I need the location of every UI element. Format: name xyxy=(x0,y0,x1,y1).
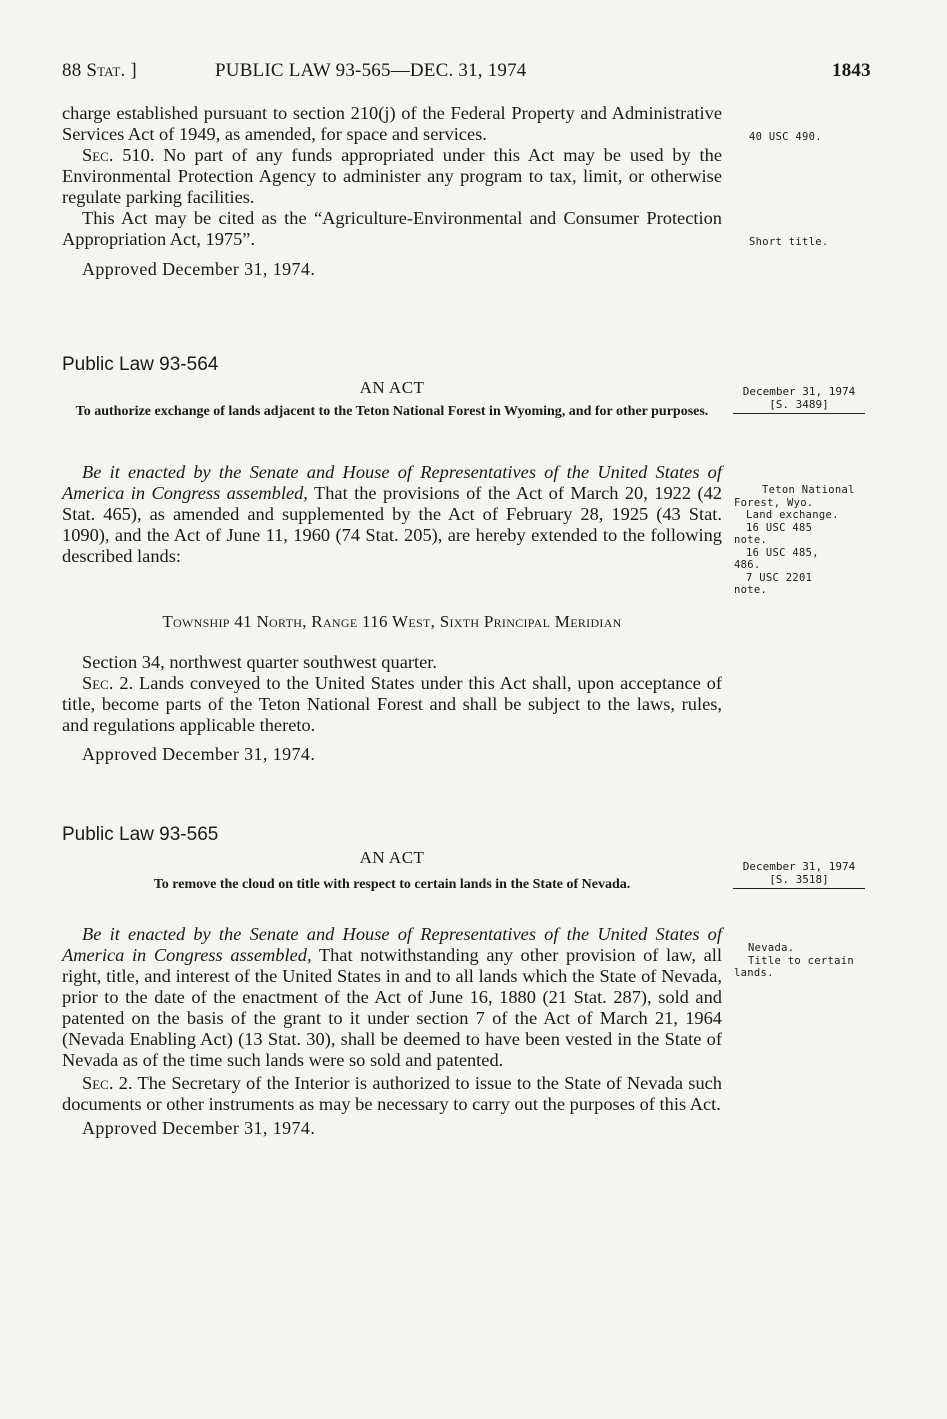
margin-line: Nevada. xyxy=(748,942,795,954)
margin-teton-notes xyxy=(734,484,864,597)
short-title-paragraph: This Act may be cited as the “Agriculture-Environmental and Consumer Protection Appropriation Act, 1975”. xyxy=(62,208,722,249)
section-text: The Secretary of the Interior is authorized to issue to the State of Nevada such documents or other instruments as may be necessary to carry out the purposes of this Act. xyxy=(62,1073,722,1114)
margin-short-title: Short title. xyxy=(749,236,829,248)
margin-line: Land exchange. xyxy=(746,509,839,521)
continuation-paragraph: charge established pursuant to section 210(j) of the Federal Property and Administrative Services Act of 1949, as amended, for space and services. xyxy=(62,103,722,144)
margin-line: note. xyxy=(734,534,768,546)
bill-number: [S. 3489] xyxy=(769,398,829,411)
margin-line: Teton National xyxy=(762,484,855,496)
enacting-formula: Be it enacted by the Senate and House of Representatives of the United States of America in Congress assembled, xyxy=(62,462,722,503)
law2-date-block xyxy=(733,860,865,889)
act-purpose: To authorize exchange of lands adjacent to the Teton National Forest in Wyoming, and for other purposes. xyxy=(75,404,709,419)
top-section xyxy=(62,103,722,280)
margin-line: lands. xyxy=(734,967,774,979)
section-text: No part of any funds appropriated under this Act may be used by the Environmental Protection Agency to administer any program to tax, limit, or otherwise regulate parking facilities. xyxy=(62,145,723,207)
an-act-heading: AN ACT xyxy=(359,378,425,397)
approved-line: Approved December 31, 1974. xyxy=(82,1118,316,1138)
page-number: 1843 xyxy=(832,60,871,81)
section-description: Section 34, northwest quarter southwest quarter. xyxy=(82,652,437,672)
sec-2-paragraph xyxy=(62,673,722,736)
margin-line: Title to certain xyxy=(748,954,854,967)
margin-citation: 40 USC 490. xyxy=(749,131,822,143)
an-act-heading: AN ACT xyxy=(359,848,425,867)
sec-510-paragraph xyxy=(62,145,722,208)
enactment-date: December 31, 1974 xyxy=(742,860,856,873)
bill-number: [S. 3518] xyxy=(769,873,829,886)
enacting-clause xyxy=(62,924,722,1071)
enacting-formula: Be it enacted by the Senate and House of Representatives of the United States of America in Congress assembled, xyxy=(62,924,722,965)
approved-line: Approved December 31, 1974. xyxy=(82,259,316,279)
enacting-text: That notwithstanding any other provision of law, all right, title, and interest of the United States in and to all lands which the State of Nevada, prior to the date of the enactment of the Act of June 16, 1880 (21 Stat. 287), sold and patented on the basis of the grant to it under section 7 of the Act of March 21, 1964 (Nevada Enabling Act) (13 Stat. 30), shall be deemed to have been vested in the State of Nevada as of the time such lands were so sold and patented. xyxy=(62,945,723,1070)
margin-nevada-notes xyxy=(734,942,864,980)
law2-body xyxy=(62,924,722,1139)
enacting-text: That the provisions of the Act of March 20, 1922 (42 Stat. 465), as amended and supplemented by the Act of February 28, 1925 (43 Stat. 1090), and the Act of June 11, 1960 (74 Stat. 205), are hereby extended to the following described lands: xyxy=(62,483,722,566)
margin-line: 7 USC 2201 xyxy=(746,571,813,584)
running-header-title: PUBLIC LAW 93-565—DEC. 31, 1974 xyxy=(215,60,527,81)
margin-line: 16 USC 485, xyxy=(746,546,819,559)
section-label: Sec. 2. xyxy=(82,673,134,693)
public-law-title: Public Law 93-564 xyxy=(62,354,219,375)
running-header-left: 88 Stat. ] xyxy=(62,60,137,81)
divider xyxy=(733,413,865,414)
margin-line: 486. xyxy=(734,559,761,571)
section-label: Sec. 510. xyxy=(82,145,155,165)
enactment-date: December 31, 1974 xyxy=(742,385,856,398)
sec-2-paragraph xyxy=(62,1073,722,1115)
township-heading: Township 41 North, Range 116 West, Sixth Principal Meridian xyxy=(162,612,622,631)
public-law-title: Public Law 93-565 xyxy=(62,824,219,845)
law1-body xyxy=(62,462,722,567)
law1-body-2 xyxy=(62,652,722,765)
section-label: Sec. 2. xyxy=(82,1073,133,1093)
law1-date-block xyxy=(733,385,865,414)
approved-line: Approved December 31, 1974. xyxy=(82,744,316,764)
margin-line: Forest, Wyo. xyxy=(734,496,814,509)
margin-line: 16 USC 485 xyxy=(746,521,813,534)
enacting-clause xyxy=(62,462,722,567)
act-purpose: To remove the cloud on title with respect to certain lands in the State of Nevada. xyxy=(153,877,631,892)
margin-line: note. xyxy=(734,584,768,596)
section-text: Lands conveyed to the United States under this Act shall, upon acceptance of title, become parts of the Teton National Forest and shall be subject to the laws, rules, and regulations applicable thereto. xyxy=(62,673,723,735)
divider xyxy=(733,888,865,889)
